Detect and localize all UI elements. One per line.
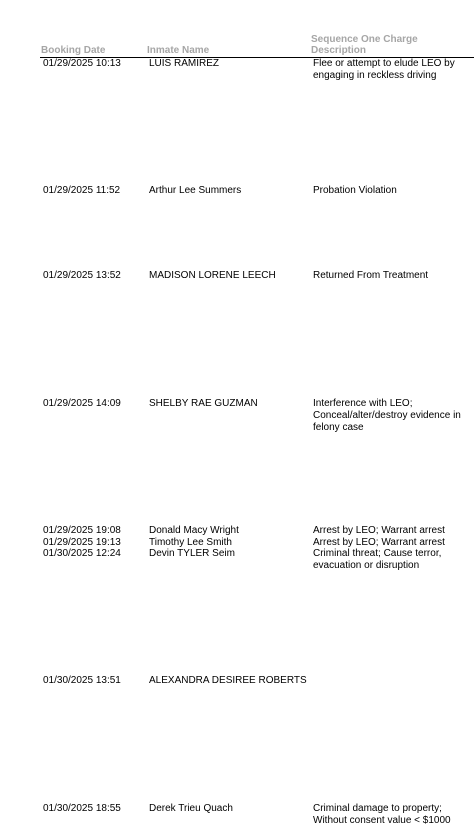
row-charge-description: Interference with LEO; Conceal/alter/destroy evidence in felony case <box>313 398 461 433</box>
row-inmate-name: Derek Trieu Quach <box>149 803 233 814</box>
header-booking-date: Booking Date <box>41 45 106 56</box>
row-inmate-name: Donald Macy Wright <box>149 525 239 536</box>
row-inmate-name: SHELBY RAE GUZMAN <box>149 398 258 409</box>
row-inmate-name: Arthur Lee Summers <box>149 185 242 196</box>
row-charge-description: Criminal damage to property; Without consent value < $1000 <box>313 803 451 826</box>
row-charge-description: Returned From Treatment <box>313 270 429 281</box>
row-inmate-name: Devin TYLER Seim <box>149 548 235 559</box>
header-inmate-name: Inmate Name <box>147 45 210 56</box>
row-booking-date: 01/29/2025 19:08 <box>43 525 121 536</box>
row-booking-date: 01/29/2025 11:52 <box>43 185 121 196</box>
header-charge-description-line1: Sequence One Charge <box>311 34 418 45</box>
row-booking-date: 01/29/2025 14:09 <box>43 398 121 409</box>
row-inmate-name: LUIS RAMIREZ <box>149 58 220 69</box>
row-booking-date: 01/30/2025 13:51 <box>43 675 121 686</box>
row-inmate-name: MADISON LORENE LEECH <box>149 270 276 281</box>
row-booking-date: 01/29/2025 10:13 <box>43 58 121 69</box>
row-inmate-name: ALEXANDRA DESIREE ROBERTS <box>149 675 307 686</box>
row-charge-description: Flee or attempt to elude LEO by engaging in reckless driving <box>313 58 455 81</box>
row-booking-date: 01/29/2025 13:52 <box>43 270 121 281</box>
row-charge-description: Probation Violation <box>313 185 397 196</box>
header-charge-description-line2: Description <box>311 45 367 56</box>
row-charge-description: Arrest by LEO; Warrant arrest <box>313 537 445 548</box>
row-booking-date: 01/30/2025 12:24 <box>43 548 121 559</box>
row-booking-date: 01/30/2025 18:55 <box>43 803 121 814</box>
row-booking-date: 01/29/2025 19:13 <box>43 537 121 548</box>
row-charge-description: Criminal threat; Cause terror, evacuation or disruption <box>313 548 442 571</box>
row-inmate-name: Timothy Lee Smith <box>149 537 232 548</box>
row-charge-description: Arrest by LEO; Warrant arrest <box>313 525 445 536</box>
